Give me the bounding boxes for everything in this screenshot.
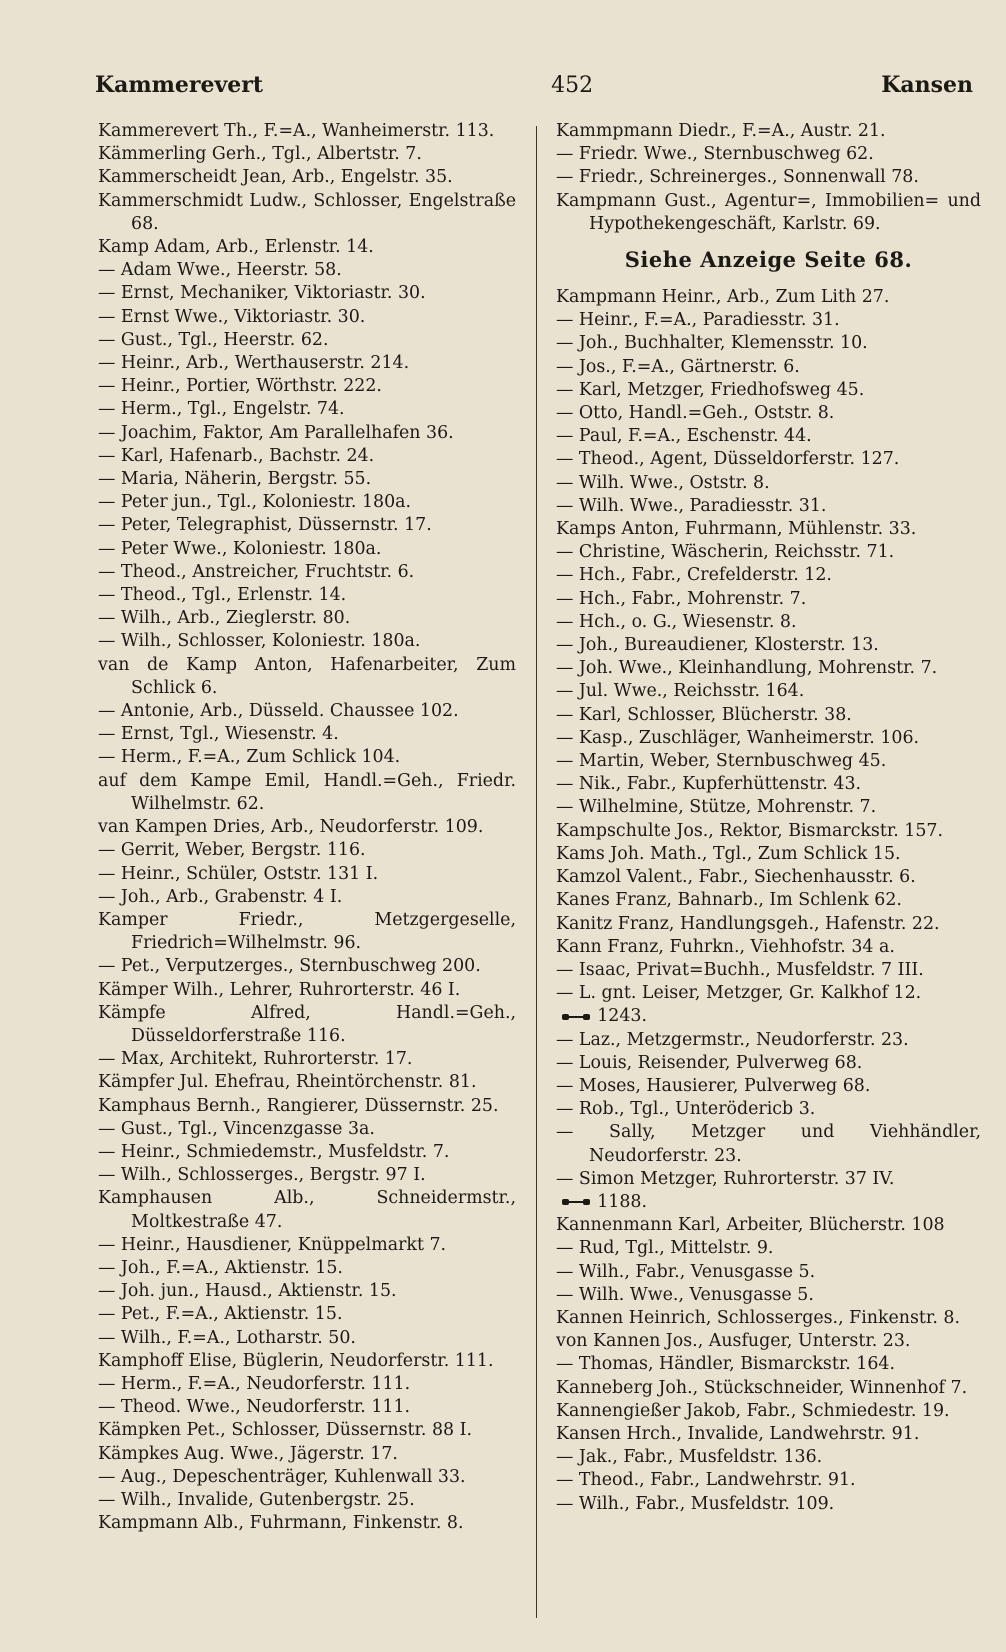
- directory-entry: — Wilh. Wwe., Venusgasse 5.: [556, 1284, 814, 1305]
- directory-entry: Kammerscheidt Jean, Arb., Engelstr. 35.: [98, 167, 453, 188]
- directory-entry: — Jos., F.=A., Gärtnerstr. 6.: [556, 356, 800, 377]
- directory-entry: — Theod., Tgl., Erlenstr. 14.: [98, 585, 347, 606]
- directory-entry: auf dem Kampe Emil, Handl.=Geh., Friedr. Wilhelmstr. 62.: [98, 770, 516, 814]
- directory-entry: — Wilh., F.=A., Lotharstr. 50.: [98, 1327, 356, 1348]
- directory-entry: — Joachim, Faktor, Am Parallelhafen 36.: [98, 422, 454, 443]
- directory-entry: Kann Franz, Fuhrkn., Viehhofstr. 34 a.: [556, 936, 895, 957]
- directory-entry: — Wilh., Schlosser, Koloniestr. 180a.: [98, 631, 421, 652]
- directory-entry: Kansen Hrch., Invalide, Landwehrstr. 91.: [556, 1423, 920, 1444]
- directory-entry: — Wilh. Wwe., Oststr. 8.: [556, 472, 770, 493]
- directory-entry: — Wilh., Fabr., Musfeldstr. 109.: [556, 1493, 835, 1514]
- directory-entry: — Theod. Wwe., Neudorferstr. 111.: [98, 1397, 411, 1418]
- directory-entry: — Heinr., Schmiedemstr., Musfeldstr. 7.: [98, 1141, 450, 1162]
- directory-entry: — Joh., Arb., Grabenstr. 4 I.: [98, 886, 343, 907]
- phone-number: 1243.: [597, 1006, 648, 1027]
- directory-entry: Kannenmann Karl, Arbeiter, Blücherstr. 108: [556, 1215, 945, 1236]
- phone-entry: [556, 1005, 981, 1028]
- directory-entry: — Gust., Tgl., Heerstr. 62.: [98, 329, 329, 350]
- directory-entry: — Kasp., Zuschläger, Wanheimerstr. 106.: [556, 727, 920, 748]
- directory-entry: — Gerrit, Weber, Bergstr. 116.: [98, 840, 366, 861]
- directory-entry: — Heinr., Portier, Wörthstr. 222.: [98, 376, 382, 397]
- directory-entry: — Wilh., Invalide, Gutenbergstr. 25.: [98, 1489, 415, 1510]
- directory-entry: — Heinr., Schüler, Oststr. 131 I.: [98, 863, 379, 884]
- directory-entry: — Nik., Fabr., Kupferhüttenstr. 43.: [556, 774, 862, 795]
- directory-entry: — Heinr., Arb., Werthauserstr. 214.: [98, 353, 410, 374]
- directory-entry: Kämpkes Aug. Wwe., Jägerstr. 17.: [98, 1443, 398, 1464]
- directory-entry: — Hch., Fabr., Crefelderstr. 12.: [556, 565, 832, 586]
- directory-entry: Kanitz Franz, Handlungsgeh., Hafenstr. 22.: [556, 913, 940, 934]
- directory-entry: — Jak., Fabr., Musfeldstr. 136.: [556, 1447, 823, 1468]
- directory-entry: — Martin, Weber, Sternbuschweg 45.: [556, 751, 887, 772]
- directory-entry: — Wilh. Wwe., Paradiesstr. 31.: [556, 495, 827, 516]
- directory-entry: van de Kamp Anton, Hafenarbeiter, Zum Schlick 6.: [98, 654, 516, 698]
- directory-entry: — Theod., Fabr., Landwehrstr. 91.: [556, 1470, 856, 1491]
- directory-entry: — Ernst, Tgl., Wiesenstr. 4.: [98, 724, 339, 745]
- phone-entry: [556, 1191, 981, 1214]
- directory-entry: Kämmerling Gerh., Tgl., Albertstr. 7.: [98, 144, 422, 165]
- column-divider: [536, 126, 537, 1618]
- right-column-middle: [556, 1029, 981, 1191]
- directory-entry: — Christine, Wäscherin, Reichsstr. 71.: [556, 542, 895, 563]
- directory-entry: — Herm., F.=A., Zum Schlick 104.: [98, 747, 401, 768]
- directory-entry: — Aug., Depeschenträger, Kuhlenwall 33.: [98, 1466, 466, 1487]
- directory-entry: — Wilh., Schlosserges., Bergstr. 97 I.: [98, 1165, 426, 1186]
- directory-entry: — Peter Wwe., Koloniestr. 180a.: [98, 538, 382, 559]
- directory-entry: Kanneberg Joh., Stückschneider, Winnenhof 7.: [556, 1377, 968, 1398]
- directory-entry: — Wilh., Fabr., Venusgasse 5.: [556, 1261, 816, 1282]
- directory-entry: Kammerevert Th., F.=A., Wanheimerstr. 113.: [98, 121, 495, 141]
- directory-entry: — Hch., o. G., Wiesenstr. 8.: [556, 611, 797, 632]
- right-column-end: [556, 1214, 981, 1516]
- directory-entry: — Herm., Tgl., Engelstr. 74.: [98, 399, 345, 420]
- directory-entry: — Paul, F.=A., Eschenstr. 44.: [556, 426, 812, 447]
- directory-entry: — Pet., F.=A., Aktienstr. 15.: [98, 1304, 343, 1325]
- directory-entry: — Thomas, Händler, Bismarckstr. 164.: [556, 1354, 896, 1375]
- directory-entry: Kammpmann Diedr., F.=A., Austr. 21.: [556, 121, 886, 141]
- directory-entry: Kämpken Pet., Schlosser, Düssernstr. 88 I.: [98, 1420, 473, 1441]
- directory-entry: — Antonie, Arb., Düsseld. Chaussee 102.: [98, 701, 459, 722]
- telephone-icon: [561, 1012, 591, 1022]
- directory-entry: — Peter, Telegraphist, Düssernstr. 17.: [98, 515, 432, 536]
- telephone-icon: [561, 1197, 591, 1207]
- directory-entry: Kampmann Heinr., Arb., Zum Lith 27.: [556, 287, 890, 308]
- directory-entry: Kamps Anton, Fuhrmann, Mühlenstr. 33.: [556, 519, 917, 540]
- directory-entry: Kamphausen Alb., Schneidermstr., Moltkestraße 47.: [98, 1188, 516, 1232]
- header-right-keyword: Kansen: [881, 72, 973, 98]
- directory-entry: — Joh., Bureaudiener, Klosterstr. 13.: [556, 635, 879, 656]
- directory-entry: — Theod., Agent, Düsseldorferstr. 127.: [556, 449, 900, 470]
- directory-entry: — Joh., F.=A., Aktienstr. 15.: [98, 1257, 343, 1278]
- directory-entry: Kamphoff Elise, Büglerin, Neudorferstr. 111.: [98, 1350, 494, 1371]
- directory-entry: — Karl, Schlosser, Blücherstr. 38.: [556, 704, 852, 725]
- directory-entry: — Louis, Reisender, Pulverweg 68.: [556, 1052, 863, 1073]
- directory-entry: Kämper Wilh., Lehrer, Ruhrorterstr. 46 I.: [98, 979, 461, 1000]
- directory-entry: — Gust., Tgl., Vincenzgasse 3a.: [98, 1118, 375, 1139]
- right-column: [556, 120, 981, 1516]
- directory-entry: Kams Joh. Math., Tgl., Zum Schlick 15.: [556, 843, 901, 864]
- directory-entry: — Simon Metzger, Ruhrorterstr. 37 IV.: [556, 1168, 895, 1189]
- directory-entry: — Jul. Wwe., Reichsstr. 164.: [556, 681, 805, 702]
- page-header: [95, 68, 973, 102]
- directory-entry: — Pet., Verputzerges., Sternbuschweg 200.: [98, 956, 481, 977]
- directory-entry: — Rud, Tgl., Mittelstr. 9.: [556, 1238, 774, 1259]
- directory-entry: — Maria, Näherin, Bergstr. 55.: [98, 469, 372, 490]
- directory-entry: — Heinr., Hausdiener, Knüppelmarkt 7.: [98, 1234, 447, 1255]
- directory-entry: — Otto, Handl.=Geh., Oststr. 8.: [556, 403, 835, 424]
- directory-entry: Kampmann Gust., Agentur=, Immobilien= und Hypothekengeschäft, Karlstr. 69.: [556, 190, 981, 234]
- right-column-top: [556, 120, 981, 236]
- directory-entry: Kampmann Alb., Fuhrmann, Finkenstr. 8.: [98, 1513, 464, 1534]
- directory-entry: — Peter jun., Tgl., Koloniestr. 180a.: [98, 492, 412, 513]
- directory-entry: — Karl, Hafenarb., Bachstr. 24.: [98, 445, 375, 466]
- directory-entry: Kannengießer Jakob, Fabr., Schmiedestr. 19.: [556, 1400, 950, 1421]
- right-column-bottom: [556, 286, 981, 1005]
- directory-entry: van Kampen Dries, Arb., Neudorferstr. 109.: [98, 817, 484, 838]
- directory-entry: Kamp Adam, Arb., Erlenstr. 14.: [98, 237, 374, 258]
- directory-entry: Kämpfe Alfred, Handl.=Geh., Düsseldorferstraße 116.: [98, 1002, 516, 1046]
- directory-entry: Kampschulte Jos., Rektor, Bismarckstr. 157.: [556, 820, 944, 841]
- directory-entry: — Moses, Hausierer, Pulverweg 68.: [556, 1075, 871, 1096]
- directory-entry: — Karl, Metzger, Friedhofsweg 45.: [556, 379, 865, 400]
- header-left-keyword: Kammerevert: [95, 72, 264, 98]
- directory-entry: — Hch., Fabr., Mohrenstr. 7.: [556, 588, 807, 609]
- directory-entry: — Wilh., Arb., Zieglerstr. 80.: [98, 608, 351, 629]
- directory-entry: — Heinr., F.=A., Paradiesstr. 31.: [556, 310, 840, 331]
- directory-entry: Kämpfer Jul. Ehefrau, Rheintörchenstr. 81.: [98, 1072, 477, 1093]
- directory-entry: — Ernst, Mechaniker, Viktoriastr. 30.: [98, 283, 426, 304]
- directory-entry: — Max, Architekt, Ruhrorterstr. 17.: [98, 1049, 413, 1070]
- directory-entry: Kamper Friedr., Metzgergeselle, Friedrich=Wilhelmstr. 96.: [98, 909, 516, 954]
- directory-entry: — Friedr. Wwe., Sternbuschweg 62.: [556, 144, 874, 165]
- directory-entry: — L. gnt. Leiser, Metzger, Gr. Kalkhof 12.: [556, 983, 922, 1004]
- page-number: 452: [551, 72, 594, 98]
- left-column: [98, 120, 516, 1535]
- directory-entry: Kamzol Valent., Fabr., Siechenhausstr. 6.: [556, 867, 916, 888]
- directory-entry: Kammerschmidt Ludw., Schlosser, Engelstraße 68.: [98, 190, 516, 234]
- phone-number: 1188.: [597, 1191, 648, 1212]
- directory-entry: Kannen Heinrich, Schlosserges., Finkenstr. 8.: [556, 1307, 960, 1328]
- directory-entry: — Joh. Wwe., Kleinhandlung, Mohrenstr. 7.: [556, 658, 938, 679]
- advertisement-notice: Siehe Anzeige Seite 68.: [624, 247, 913, 273]
- directory-entry: — Sally, Metzger und Viehhändler, Neudorferstr. 23.: [556, 1122, 981, 1166]
- directory-entry: — Theod., Anstreicher, Fruchtstr. 6.: [98, 561, 415, 582]
- directory-entry: — Laz., Metzgermstr., Neudorferstr. 23.: [556, 1029, 909, 1050]
- directory-entry: — Joh. jun., Hausd., Aktienstr. 15.: [98, 1281, 397, 1302]
- directory-entry: Kamphaus Bernh., Rangierer, Düssernstr. 25.: [98, 1095, 499, 1116]
- directory-entry: — Friedr., Schreinerges., Sonnenwall 78.: [556, 167, 919, 188]
- directory-entry: — Adam Wwe., Heerstr. 58.: [98, 260, 342, 281]
- directory-entry: von Kannen Jos., Ausfuger, Unterstr. 23.: [556, 1331, 911, 1352]
- directory-entry: — Ernst Wwe., Viktoriastr. 30.: [98, 306, 366, 327]
- directory-entry: — Joh., Buchhalter, Klemensstr. 10.: [556, 333, 868, 354]
- directory-entry: — Wilhelmine, Stütze, Mohrenstr. 7.: [556, 797, 877, 818]
- directory-entry: — Herm., F.=A., Neudorferstr. 111.: [98, 1373, 411, 1394]
- directory-entry: — Rob., Tgl., Unterödericb 3.: [556, 1099, 816, 1120]
- directory-entry: Kanes Franz, Bahnarb., Im Schlenk 62.: [556, 890, 902, 911]
- directory-entry: — Isaac, Privat=Buchh., Musfeldstr. 7 III.: [556, 959, 924, 980]
